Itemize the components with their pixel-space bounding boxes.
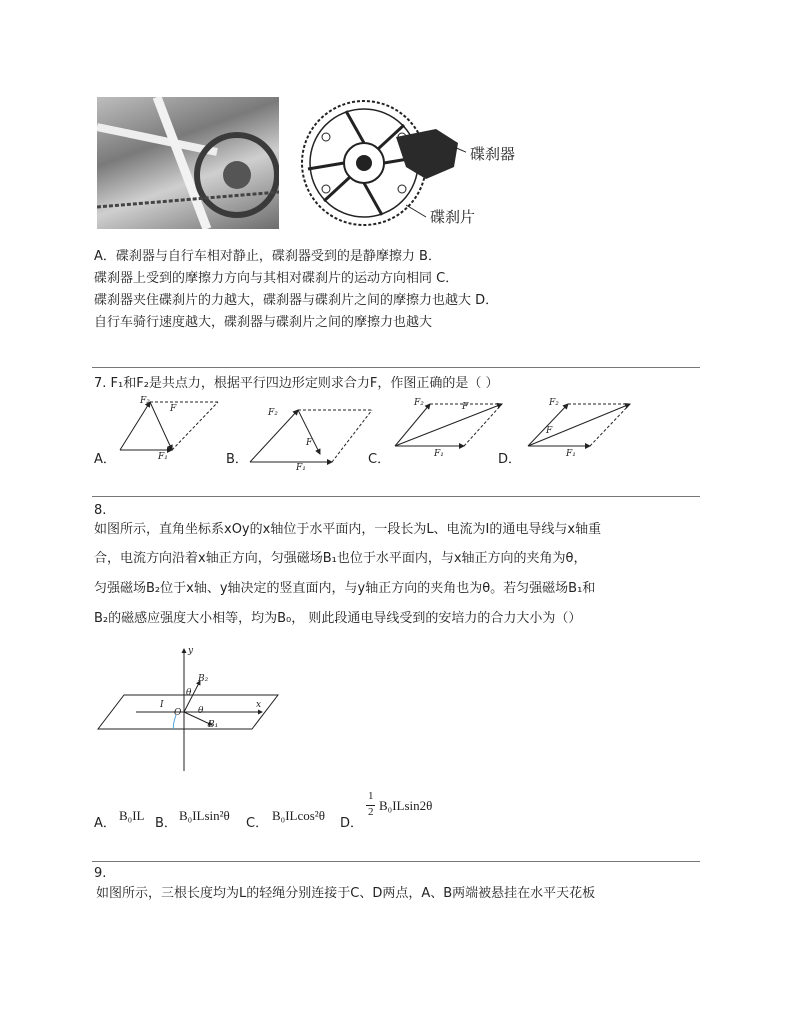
q6-line-2: 碟刹器上受到的摩擦力方向与其相对碟刹片的运动方向相同 C． — [94, 271, 459, 286]
q8-fig-i: I — [160, 700, 164, 710]
q9-number: 9. — [94, 866, 107, 881]
q8-option-c-letter[interactable]: C． — [246, 816, 269, 831]
q7-option-b[interactable]: B． — [226, 452, 248, 467]
q7-figure-c — [395, 404, 502, 446]
q8-option-a-value: B₀IL — [119, 808, 145, 823]
q7-a-f2: F₂ — [140, 396, 150, 406]
caliper-label: 碟刹器 — [470, 145, 516, 163]
q8-option-d-value: B₀ILsin2θ — [379, 798, 433, 813]
q8-fig-b2: B₂ — [198, 674, 209, 684]
q8-option-a-letter[interactable]: A． — [94, 816, 116, 831]
q7-b-f2: F₂ — [268, 408, 278, 418]
q7-c-f: F — [462, 402, 469, 412]
q8-option-b-value: B₀ILsin²θ — [179, 808, 230, 823]
q8-fig-theta-1: θ — [186, 688, 192, 698]
q7-figure-d — [528, 404, 630, 446]
q7-a-f: F — [170, 404, 177, 414]
q7-d-f1: F₁ — [566, 449, 576, 459]
q6-line-1: A．碟刹器与自行车相对静止，碟刹器受到的是静摩擦力 B． — [94, 249, 441, 264]
q7-c-f2: F₂ — [414, 398, 424, 408]
q7-option-c[interactable]: C． — [368, 452, 391, 467]
q7-b-f: F — [306, 438, 313, 448]
q8-coordinate-figure — [96, 645, 286, 775]
q8-fig-x: x — [256, 700, 262, 710]
q8-fig-o: O — [174, 708, 182, 718]
divider-3 — [92, 861, 700, 862]
q8-line-1: 如图所示，直角坐标系xOy的x轴位于水平面内，一段长为L、电流为I的通电导线与x轴重 — [94, 522, 602, 537]
q8-line-2: 合，电流方向沿着x轴正方向，匀强磁场B₁也位于水平面内，与x轴正方向的夹角为θ， — [94, 551, 587, 566]
photo-sketch — [97, 97, 279, 229]
q7-d-f: F — [546, 426, 553, 436]
q7-c-f1: F₁ — [434, 449, 444, 459]
q7-a-f1: F₁ — [158, 452, 168, 462]
divider-2 — [92, 496, 700, 497]
q7-stem: 7. F₁和F₂是共点力，根据平行四边形定则求合力F，作图正确的是（ ） — [94, 376, 499, 391]
q7-option-d[interactable]: D． — [498, 452, 522, 467]
q8-fig-b1: B₁ — [208, 720, 219, 730]
q6-line-3: 碟刹器夹住碟刹片的力越大，碟刹器与碟刹片之间的摩擦力也越大 D． — [94, 293, 499, 308]
q8-number: 8. — [94, 503, 107, 518]
q8-option-d-frac-num: 1 — [368, 790, 374, 802]
q8-option-b-letter[interactable]: B． — [155, 816, 177, 831]
q8-option-c-value: B₀ILcos²θ — [272, 808, 325, 823]
q8-option-d-letter[interactable]: D． — [340, 816, 364, 831]
q7-option-a[interactable]: A． — [94, 452, 116, 467]
q7-figure-a — [120, 402, 218, 450]
q8-fig-y: y — [188, 646, 194, 656]
disc-label: 碟刹片 — [430, 208, 476, 226]
q9-line-1: 如图所示，三根长度均为L的轻绳分别连接于C、D两点，A、B两端被悬挂在水平天花板 — [96, 886, 596, 901]
q8-line-4: B₂的磁感应强度大小相等，均为B₀， 则此段通电导线受到的安培力的合力大小为（） — [94, 611, 582, 626]
q8-option-d-frac-den: 2 — [368, 806, 374, 818]
q6-line-4: 自行车骑行速度越大，碟刹器与碟刹片之间的摩擦力也越大 — [94, 315, 433, 330]
bicycle-brake-photo — [97, 97, 279, 229]
q8-line-3: 匀强磁场B₂位于x轴、y轴决定的竖直面内，与y轴正方向的夹角也为θ。若匀强磁场B₁和 — [94, 581, 596, 596]
q7-b-f1: F₁ — [296, 463, 306, 473]
divider-1 — [92, 367, 700, 368]
q7-d-f2: F₂ — [549, 398, 559, 408]
q8-fig-theta-2: θ — [198, 706, 204, 716]
